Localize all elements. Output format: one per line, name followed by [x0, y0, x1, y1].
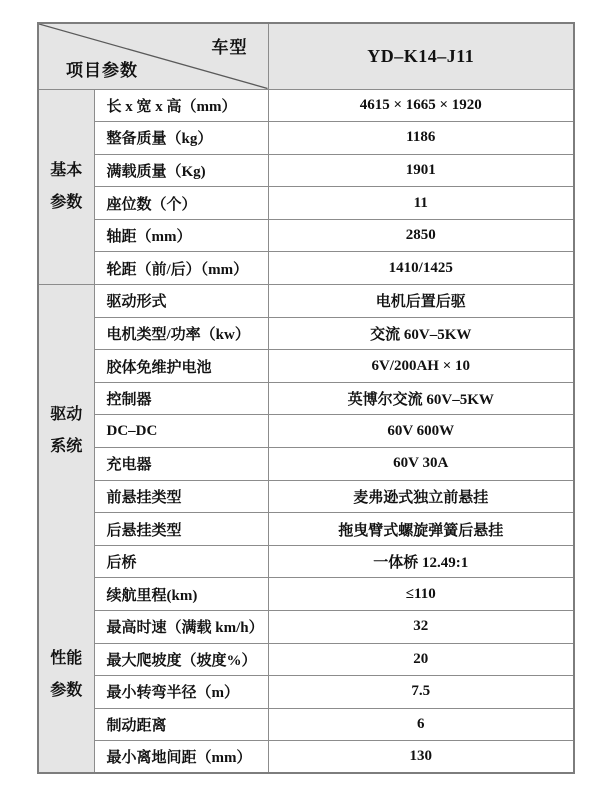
spec-value: 麦弗逊式独立前悬挂: [268, 480, 574, 513]
spec-label: 最大爬坡度（坡度%）: [94, 643, 268, 676]
spec-label: 电机类型/功率（kw）: [94, 317, 268, 350]
group-basic-parameters: 基本参数: [38, 89, 94, 285]
table-row: [38, 154, 574, 187]
spec-value: 1901: [268, 154, 574, 187]
spec-label: 长 x 宽 x 高（mm）: [94, 89, 268, 122]
spec-value: ≤110: [268, 578, 574, 611]
table-row: [38, 317, 574, 350]
spec-label: 整备质量（kg）: [94, 122, 268, 155]
table-row: [38, 122, 574, 155]
spec-label: 前悬挂类型: [94, 480, 268, 513]
spec-value: 4615 × 1665 × 1920: [268, 89, 574, 122]
spec-value: 交流 60V–5KW: [268, 317, 574, 350]
spec-label: 充电器: [94, 448, 268, 481]
spec-label: 最高时速（满载 km/h）: [94, 611, 268, 644]
table-row: [38, 219, 574, 252]
spec-label: 续航里程(km): [94, 578, 268, 611]
spec-value: 1186: [268, 122, 574, 155]
table-row: [38, 448, 574, 481]
table-row: [38, 187, 574, 220]
spec-value: 拖曳臂式螺旋弹簧后悬挂: [268, 513, 574, 546]
table-row: [38, 643, 574, 676]
table-row: [38, 415, 574, 448]
table-row: [38, 480, 574, 513]
table-row: [38, 285, 574, 318]
spec-label: 控制器: [94, 382, 268, 415]
spec-value: 一体桥 12.49:1: [268, 545, 574, 578]
spec-label: 后悬挂类型: [94, 513, 268, 546]
spec-label: 驱动形式: [94, 285, 268, 318]
spec-value: 60V 600W: [268, 415, 574, 448]
table-row: [38, 252, 574, 285]
table-header-row: [38, 23, 574, 89]
table-row: [38, 545, 574, 578]
spec-value: 60V 30A: [268, 448, 574, 481]
spec-value: 32: [268, 611, 574, 644]
group-drive-system: 驱动系统: [38, 285, 94, 578]
table-row: [38, 350, 574, 383]
table-row: [38, 676, 574, 709]
table-row: [38, 382, 574, 415]
group-performance-parameters: 性能参数: [38, 578, 94, 774]
spec-value: 20: [268, 643, 574, 676]
diagonal-header-cell: [38, 23, 268, 89]
vehicle-model-name: YD–K14–J11: [268, 23, 574, 89]
spec-value: 2850: [268, 219, 574, 252]
spec-value: 6V/200AH × 10: [268, 350, 574, 383]
spec-label: 后桥: [94, 545, 268, 578]
spec-value: 7.5: [268, 676, 574, 709]
spec-label: 制动距离: [94, 708, 268, 741]
spec-value: 英博尔交流 60V–5KW: [268, 382, 574, 415]
spec-label: 最小转弯半径（m）: [94, 676, 268, 709]
spec-value: 11: [268, 187, 574, 220]
spec-label: 座位数（个）: [94, 187, 268, 220]
table-row: [38, 741, 574, 774]
table-row: [38, 708, 574, 741]
spec-label: 胶体免维护电池: [94, 350, 268, 383]
spec-value: 电机后置后驱: [268, 285, 574, 318]
table-row: [38, 611, 574, 644]
spec-value: 1410/1425: [268, 252, 574, 285]
spec-label: 满载质量（Kg): [94, 154, 268, 187]
spec-label: 最小离地间距（mm）: [94, 741, 268, 774]
table-row: [38, 89, 574, 122]
table-row: [38, 578, 574, 611]
table-row: [38, 513, 574, 546]
spec-label: DC–DC: [94, 415, 268, 448]
spec-value: 6: [268, 708, 574, 741]
header-model-axis-label: 车型: [211, 38, 248, 57]
spec-value: 130: [268, 741, 574, 774]
spec-label: 轮距（前/后）（mm）: [94, 252, 268, 285]
header-item-axis-label: 项目参数: [66, 60, 138, 80]
spec-label: 轴距（mm）: [94, 219, 268, 252]
vehicle-spec-table: [37, 22, 575, 774]
